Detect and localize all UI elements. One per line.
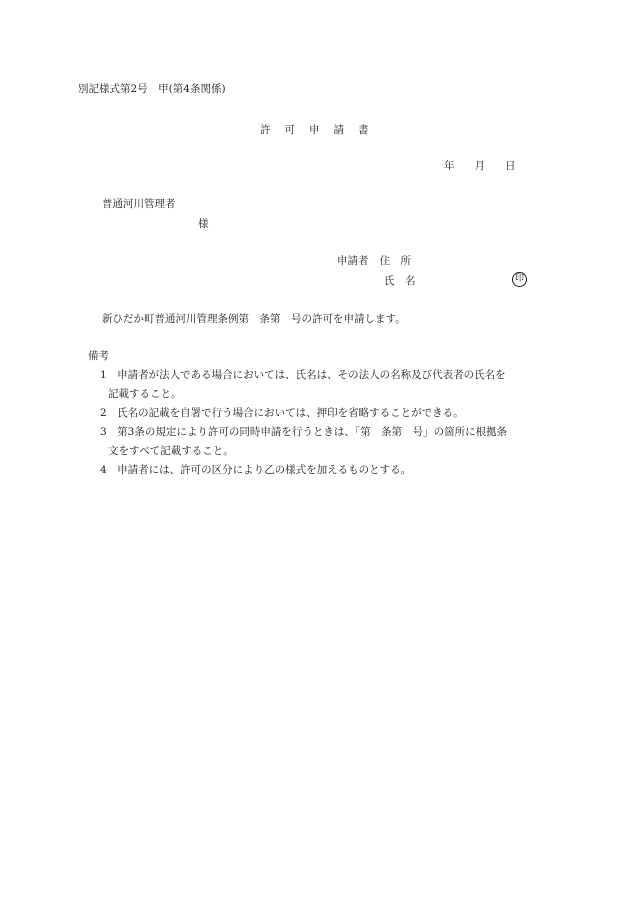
applicant-name-label: 氏 名 [384,275,416,287]
title-char: 可 [284,124,295,136]
date-day: 日 [505,160,516,172]
addressee-honorific: 様 [198,218,209,230]
note-item-1: 1 申請者が法人である場合においては、氏名は、その法人の名称及び代表者の氏名を [100,369,506,381]
addressee: 普通河川管理者 [102,198,176,210]
notes-heading: 備考 [88,350,109,362]
title-char: 許 [260,124,271,136]
form-number-label: 別記様式第2号 甲(第4条関係) [78,83,226,95]
title-char: 書 [358,124,369,136]
address-label: 住 所 [379,255,411,267]
applicant-address-row [337,256,411,267]
seal-mark-icon: 印 [512,272,527,287]
applicant-label: 申請者 [337,255,369,267]
note-item-4: 4 申請者には、許可の区分により乙の様式を加えるものとする。 [100,464,412,476]
note-item-1-cont: 記載すること。 [108,388,182,400]
note-item-3-cont: 文をすべて記載すること。 [108,445,234,457]
note-item-3: 3 第3条の規定により許可の同時申請を行うときは、「第 条第 号」の箇所に根拠条 [100,426,508,438]
date-line [444,161,516,172]
title-char: 請 [333,124,344,136]
date-year: 年 [444,160,455,172]
note-item-2: 2 氏名の記載を自署で行う場合においては、押印を省略することができる。 [100,407,464,419]
date-month: 月 [474,160,485,172]
document-title [260,125,369,136]
title-char: 申 [309,124,320,136]
application-statement: 新ひだか町普通河川管理条例第 条第 号の許可を申請します。 [102,313,406,325]
